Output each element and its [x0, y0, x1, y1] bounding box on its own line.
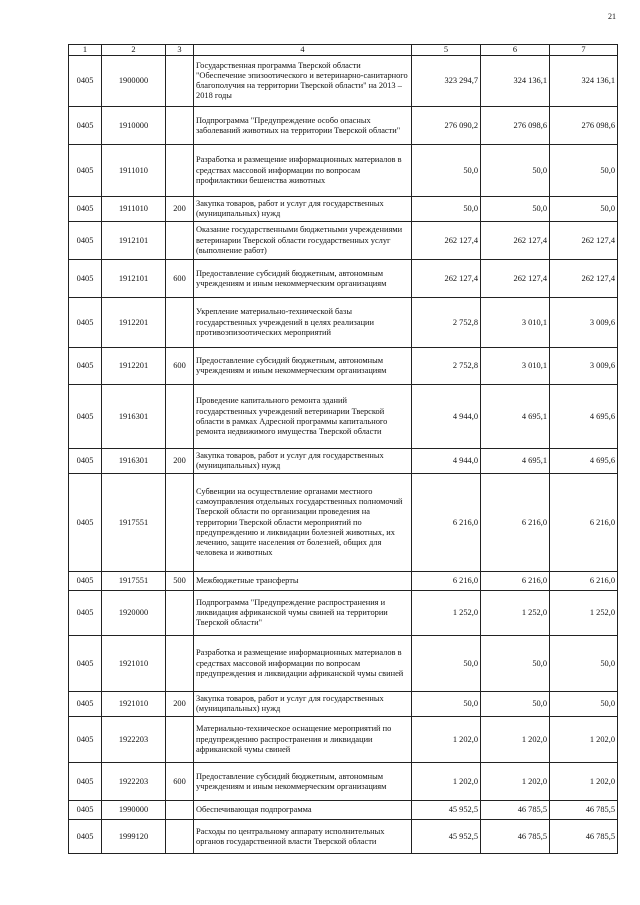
amount-col6: 46 785,5 — [481, 820, 550, 854]
item-description: Предоставление субсидий бюджетным, автономным учреждениям и иным некоммерческим организациям — [194, 348, 412, 385]
expense-type: 600 — [166, 763, 194, 801]
table-row — [69, 145, 618, 197]
item-description: Подпрограмма "Предупреждение распространения и ликвидация африканской чумы свиней на территории Тверской области" — [194, 591, 412, 636]
table-row — [69, 820, 618, 854]
section-code: 0405 — [69, 298, 102, 348]
target-code: 1916301 — [102, 385, 166, 449]
amount-col5: 6 216,0 — [412, 474, 481, 572]
item-description: Укрепление материально-технической базы государственных учреждений в целях реализации противоэпизоотических мероприятий — [194, 298, 412, 348]
expense-type — [166, 222, 194, 260]
expense-type: 200 — [166, 692, 194, 717]
item-description: Закупка товаров, работ и услуг для государственных (муниципальных) нужд — [194, 197, 412, 222]
section-code: 0405 — [69, 801, 102, 820]
table-row — [69, 197, 618, 222]
item-description: Закупка товаров, работ и услуг для государственных (муниципальных) нужд — [194, 692, 412, 717]
section-code: 0405 — [69, 145, 102, 197]
section-code: 0405 — [69, 820, 102, 854]
expense-type — [166, 820, 194, 854]
item-description: Разработка и размещение информационных материалов в средствах массовой информации по вопросам профилактики бешенства животных — [194, 145, 412, 197]
amount-col7: 3 009,6 — [550, 298, 618, 348]
expense-type — [166, 385, 194, 449]
amount-col6: 50,0 — [481, 145, 550, 197]
section-code: 0405 — [69, 385, 102, 449]
table-row — [69, 385, 618, 449]
table-row — [69, 692, 618, 717]
item-description: Проведение капитального ремонта зданий государственных учреждений ветеринарии Тверской области в рамках Адресной программы капитального ремонта недвижимого имущества Тверской области — [194, 385, 412, 449]
target-code: 1911010 — [102, 197, 166, 222]
column-header: 1 — [69, 45, 102, 56]
item-description: Предоставление субсидий бюджетным, автономным учреждениям и иным некоммерческим организациям — [194, 763, 412, 801]
expense-type — [166, 801, 194, 820]
amount-col7: 50,0 — [550, 145, 618, 197]
target-code: 1920000 — [102, 591, 166, 636]
table-row — [69, 763, 618, 801]
amount-col6: 1 202,0 — [481, 763, 550, 801]
amount-col5: 6 216,0 — [412, 572, 481, 591]
amount-col6: 3 010,1 — [481, 348, 550, 385]
expense-type — [166, 107, 194, 145]
amount-col5: 45 952,5 — [412, 801, 481, 820]
amount-col6: 1 202,0 — [481, 717, 550, 763]
target-code: 1912201 — [102, 348, 166, 385]
expense-type: 600 — [166, 260, 194, 298]
expense-type — [166, 56, 194, 107]
target-code: 1922203 — [102, 717, 166, 763]
section-code: 0405 — [69, 222, 102, 260]
expense-type — [166, 636, 194, 692]
amount-col6: 4 695,1 — [481, 385, 550, 449]
amount-col6: 46 785,5 — [481, 801, 550, 820]
target-code: 1910000 — [102, 107, 166, 145]
amount-col6: 4 695,1 — [481, 449, 550, 474]
target-code: 1917551 — [102, 572, 166, 591]
amount-col5: 45 952,5 — [412, 820, 481, 854]
table-row — [69, 298, 618, 348]
column-header: 2 — [102, 45, 166, 56]
item-description: Подпрограмма "Предупреждение особо опасных заболеваний животных на территории Тверской области" — [194, 107, 412, 145]
section-code: 0405 — [69, 692, 102, 717]
budget-table — [68, 44, 618, 854]
section-code: 0405 — [69, 197, 102, 222]
table-row — [69, 591, 618, 636]
amount-col7: 6 216,0 — [550, 572, 618, 591]
amount-col6: 262 127,4 — [481, 260, 550, 298]
column-header: 3 — [166, 45, 194, 56]
amount-col5: 1 202,0 — [412, 763, 481, 801]
amount-col6: 6 216,0 — [481, 474, 550, 572]
amount-col6: 6 216,0 — [481, 572, 550, 591]
table-row — [69, 348, 618, 385]
amount-col5: 50,0 — [412, 197, 481, 222]
amount-col7: 276 098,6 — [550, 107, 618, 145]
item-description: Межбюджетные трансферты — [194, 572, 412, 591]
amount-col7: 50,0 — [550, 692, 618, 717]
section-code: 0405 — [69, 260, 102, 298]
section-code: 0405 — [69, 763, 102, 801]
amount-col7: 6 216,0 — [550, 474, 618, 572]
expense-type — [166, 717, 194, 763]
item-description: Расходы по центральному аппарату исполнительных органов государственной власти Тверской области — [194, 820, 412, 854]
amount-col6: 262 127,4 — [481, 222, 550, 260]
amount-col5: 1 202,0 — [412, 717, 481, 763]
target-code: 1917551 — [102, 474, 166, 572]
item-description: Субвенции на осуществление органами местного самоуправления отдельных государственных полномочий Тверской области по организации проведения на территории Тверской области мероприятий по предупреждению и ликвидации болезней животных, их лечению, защите населения от болезней, общих для человека и животных — [194, 474, 412, 572]
section-code: 0405 — [69, 107, 102, 145]
column-header: 5 — [412, 45, 481, 56]
item-description: Материально-техническое оснащение мероприятий по предупреждению распространения и ликвидации африканской чумы свиней — [194, 717, 412, 763]
amount-col7: 262 127,4 — [550, 260, 618, 298]
amount-col7: 262 127,4 — [550, 222, 618, 260]
target-code: 1900000 — [102, 56, 166, 107]
table-row — [69, 474, 618, 572]
table-row — [69, 56, 618, 107]
amount-col7: 46 785,5 — [550, 801, 618, 820]
table-row — [69, 801, 618, 820]
item-description: Предоставление субсидий бюджетным, автономным учреждениям и иным некоммерческим организациям — [194, 260, 412, 298]
target-code: 1912101 — [102, 222, 166, 260]
column-header: 6 — [481, 45, 550, 56]
expense-type — [166, 145, 194, 197]
item-description: Закупка товаров, работ и услуг для государственных (муниципальных) нужд — [194, 449, 412, 474]
target-code: 1921010 — [102, 636, 166, 692]
amount-col6: 50,0 — [481, 692, 550, 717]
section-code: 0405 — [69, 348, 102, 385]
table-row — [69, 260, 618, 298]
amount-col7: 1 252,0 — [550, 591, 618, 636]
target-code: 1999120 — [102, 820, 166, 854]
expense-type: 600 — [166, 348, 194, 385]
amount-col5: 4 944,0 — [412, 385, 481, 449]
section-code: 0405 — [69, 56, 102, 107]
item-description: Обеспечивающая подпрограмма — [194, 801, 412, 820]
item-description: Разработка и размещение информационных материалов в средствах массовой информации по вопросам предупреждения и ликвидации африканской чумы свиней — [194, 636, 412, 692]
item-description: Оказание государственными бюджетными учреждениями ветеринарии Тверской области государственных услуг (выполнение работ) — [194, 222, 412, 260]
section-code: 0405 — [69, 717, 102, 763]
amount-col7: 1 202,0 — [550, 763, 618, 801]
amount-col7: 324 136,1 — [550, 56, 618, 107]
expense-type — [166, 591, 194, 636]
column-header: 7 — [550, 45, 618, 56]
section-code: 0405 — [69, 449, 102, 474]
target-code: 1911010 — [102, 145, 166, 197]
expense-type: 200 — [166, 449, 194, 474]
amount-col7: 1 202,0 — [550, 717, 618, 763]
amount-col6: 276 098,6 — [481, 107, 550, 145]
amount-col5: 2 752,8 — [412, 298, 481, 348]
amount-col7: 4 695,6 — [550, 449, 618, 474]
target-code: 1916301 — [102, 449, 166, 474]
amount-col5: 1 252,0 — [412, 591, 481, 636]
target-code: 1922203 — [102, 763, 166, 801]
expense-type: 200 — [166, 197, 194, 222]
target-code: 1921010 — [102, 692, 166, 717]
target-code: 1990000 — [102, 801, 166, 820]
amount-col5: 262 127,4 — [412, 222, 481, 260]
amount-col5: 50,0 — [412, 636, 481, 692]
amount-col6: 324 136,1 — [481, 56, 550, 107]
amount-col6: 1 252,0 — [481, 591, 550, 636]
section-code: 0405 — [69, 636, 102, 692]
target-code: 1912101 — [102, 260, 166, 298]
amount-col5: 323 294,7 — [412, 56, 481, 107]
amount-col5: 2 752,8 — [412, 348, 481, 385]
table-row — [69, 222, 618, 260]
page-number: 21 — [608, 12, 616, 21]
amount-col5: 50,0 — [412, 692, 481, 717]
amount-col7: 46 785,5 — [550, 820, 618, 854]
item-description: Государственная программа Тверской области "Обеспечение эпизоотического и ветеринарно-санитарного благополучия на территории Тверской области" на 2013 – 2018 годы — [194, 56, 412, 107]
table-row — [69, 449, 618, 474]
amount-col7: 50,0 — [550, 197, 618, 222]
table-row — [69, 572, 618, 591]
expense-type: 500 — [166, 572, 194, 591]
amount-col5: 4 944,0 — [412, 449, 481, 474]
expense-type — [166, 474, 194, 572]
amount-col5: 276 090,2 — [412, 107, 481, 145]
table-row — [69, 107, 618, 145]
section-code: 0405 — [69, 572, 102, 591]
amount-col5: 50,0 — [412, 145, 481, 197]
expense-type — [166, 298, 194, 348]
section-code: 0405 — [69, 591, 102, 636]
amount-col6: 50,0 — [481, 197, 550, 222]
amount-col7: 4 695,6 — [550, 385, 618, 449]
amount-col6: 50,0 — [481, 636, 550, 692]
table-row — [69, 636, 618, 692]
target-code: 1912201 — [102, 298, 166, 348]
amount-col6: 3 010,1 — [481, 298, 550, 348]
table-row — [69, 717, 618, 763]
amount-col5: 262 127,4 — [412, 260, 481, 298]
header-row — [69, 45, 618, 56]
amount-col7: 50,0 — [550, 636, 618, 692]
section-code: 0405 — [69, 474, 102, 572]
amount-col7: 3 009,6 — [550, 348, 618, 385]
column-header: 4 — [194, 45, 412, 56]
